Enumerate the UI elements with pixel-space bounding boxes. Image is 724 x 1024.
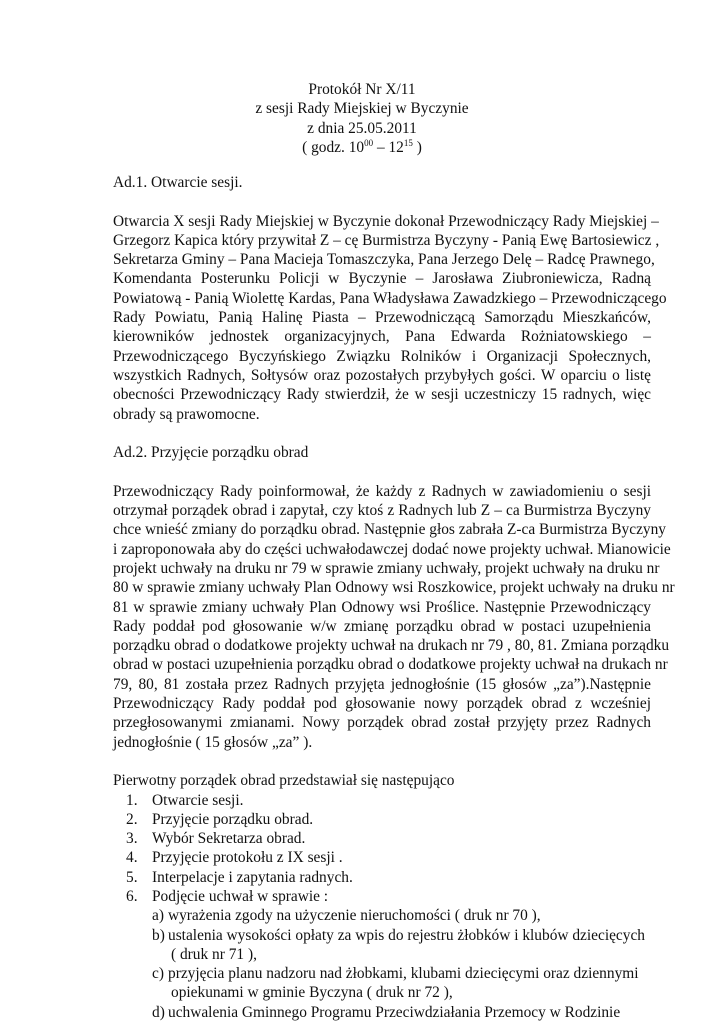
paragraph-line: Komendanta Posterunku Policji w Byczynie – Jarosława Ziubroniewicza, Radną [113,270,651,288]
paragraph-line: Przewodniczący Rady poinformował, że każdy z Radnych w zawiadomieniu o sesji [113,482,651,500]
agenda-item: 4. Przyjęcie protokołu z IX sesji . [126,849,343,867]
agenda-item: 6. Podjęcie uchwał w sprawie : [126,887,329,905]
resolution-item: d) uchwalenia Gminnego Programu Przeciwdziałania Przemocy w Rodzinie [152,1003,621,1021]
session-hours: ( godz. $10^{00} - 12^{15}$ ) [302,137,422,156]
agenda-item: 5. Interpelacje i zapytania radnych. [126,868,353,886]
agenda-paragraph [113,482,675,752]
paragraph-line: Sekretarza Gminy – Pana Macieja Tomaszczyka, Pana Jerzego Delę – Radcę Prawnego, [113,251,655,269]
resolution-sublist [113,906,651,1022]
paragraph-line: obecności Przewodniczący Rady stwierdził, że w sesji uczestniczy 15 radnych, więc [113,386,651,404]
section-heading-opening: Ad.1. Otwarcie sesji. [113,174,243,191]
paragraph-line: jednogłośnie ( 15 głosów „za” ). [113,733,313,751]
protocol-body [113,173,675,1022]
paragraph-line: 81 w sprawie zmiany uchwały Plan Odnowy wsi Proślice. Następnie Przewodniczący [113,598,651,616]
paragraph-line: i zaproponowała aby do części uchwałodawczej dodać nowe projekty uchwał. Mianowicie [113,540,671,558]
paragraph-line: kierowników jednostek organizacyjnych, Pana Edwarda Rożniatowskiego – [113,328,651,346]
paragraph-line: przegłosowanymi zmianami. Nowy porządek obrad został przyjęty przez Radnych [113,714,651,732]
paragraph-line: Rady Powiatu, Panią Halinę Piasta – Przewodniczącą Samorządu Mieszkańców, [113,309,651,327]
paragraph-line: Przewodniczącego Byczyńskiego Związku Rolników i Organizacji Społecznych, [113,347,651,365]
paragraph-line: Grzegorz Kapica który przywitał Z – cę Burmistrza Byczyny - Panią Ewę Bartosiewicz , [113,231,660,249]
paragraph-line: otrzymał porządek obrad i zapytał, czy ktoś z Radnych lub Z – ca Burmistrza Byczyny [113,502,651,520]
paragraph-line: Przewodniczący Rady poddał pod głosowanie nowy porządek obrad z wcześniej [113,695,651,713]
paragraph-line: porządku obrad o dodatkowe projekty uchwał na drukach nr 79 , 80, 81. Zmiana porządku [113,637,670,655]
agenda-item: 2. Przyjęcie porządku obrad. [126,810,314,828]
resolution-item: a) wyrażenia zgody na użyczenie nieruchomości ( druk nr 70 ), [152,907,541,925]
session-subtitle: z sesji Rady Miejskiej w Byczynie [255,100,469,118]
session-date: z dnia 25.05.2011 [307,119,417,137]
protocol-header [0,80,724,157]
paragraph-line: obrady są prawomocne. [113,405,260,423]
paragraph-line: 79, 80, 81 została przez Radnych przyjęta jednogłośnie (15 głosów „za”).Następnie [113,675,651,693]
agenda-intro: Pierwotny porządek obrad przedstawiał się następująco [113,772,455,790]
paragraph-line: projekt uchwały na druku nr 79 w sprawie zmiany uchwały, projekt uchwały na druku nr [113,559,660,577]
paragraph-line: chce wnieść zmiany do porządku obrad. Następnie głos zabrała Z-ca Burmistrza Byczyny [113,521,666,539]
paragraph-line: 80 w sprawie zmiany uchwały Plan Odnowy wsi Roszkowice, projekt uchwały na druku nr [113,579,675,597]
opening-paragraph [113,212,667,424]
agenda-item: 1. Otwarcie sesji. [126,791,244,809]
resolution-item: c) przyjęcia planu nadzoru nad żłobkami, klubami dziecięcymi oraz dziennymi opiekunami w gminie Byczyna ( druk nr 72 ), [152,965,639,1002]
agenda-list [113,791,651,907]
protocol-title: Protokół Nr X/11 [308,81,416,98]
paragraph-line: Powiatową - Panią Wiolettę Kardas, Pana Władysława Zawadzkiego – Przewodniczącego [113,289,667,307]
agenda-item: 3. Wybór Sekretarza obrad. [126,830,306,848]
section-heading-agenda: Ad.2. Przyjęcie porządku obrad [113,444,309,462]
paragraph-line: wszystkich Radnych, Sołtysów oraz pozostałych przybyłych gości. W oparciu o listę [113,366,651,384]
paragraph-line: Otwarcia X sesji Rady Miejskiej w Byczynie dokonał Przewodniczący Rady Miejskiej – [113,212,659,230]
resolution-item: b) ustalenia wysokości opłaty za wpis do rejestru żłobków i klubów dziecięcych ( druk nr 71 ), [152,926,645,963]
paragraph-line: Rady poddał pod głosowanie w/w zmianę porządku obrad w postaci uzupełnienia [113,617,651,635]
paragraph-line: obrad w postaci uzupełnienia porządku obrad o dodatkowe projekty uchwał na drukach nr [113,656,668,674]
